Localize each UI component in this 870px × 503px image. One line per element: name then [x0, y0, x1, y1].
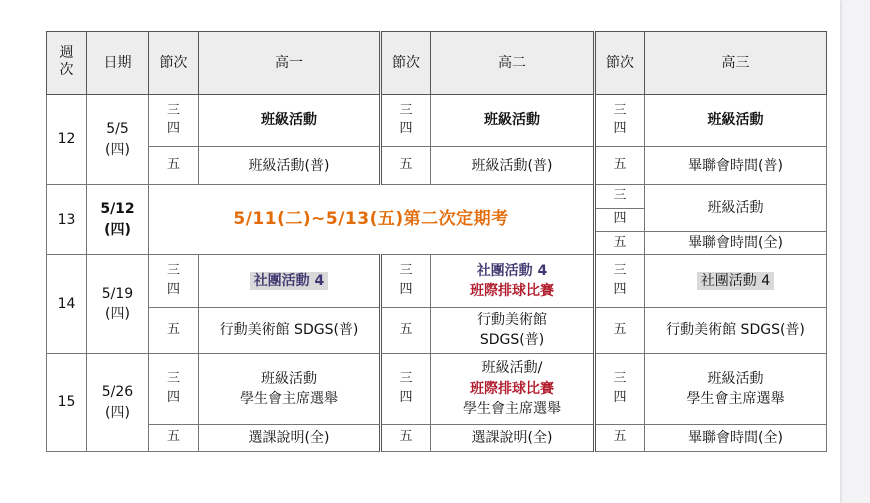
date-value: 5/26	[101, 384, 134, 401]
grade2-activity	[431, 354, 595, 425]
period-cell	[149, 94, 199, 147]
period-5: 五	[381, 147, 431, 185]
period-4: 四	[399, 281, 413, 297]
header-week	[47, 32, 87, 95]
table-row	[47, 255, 827, 308]
table-row	[47, 424, 827, 451]
period-4: 四	[613, 389, 627, 405]
grade2-activity: 班級活動	[431, 94, 595, 147]
period-cell	[381, 354, 431, 425]
period-5: 五	[595, 424, 645, 451]
grade2-activity: 選課說明(全)	[431, 424, 595, 451]
table-row	[47, 354, 827, 425]
date-value: 5/19	[101, 285, 134, 302]
week-cell: 14	[47, 255, 87, 354]
date-cell	[87, 185, 149, 255]
period-4: 四	[166, 121, 180, 137]
grade3-activity	[645, 354, 827, 425]
period-3: 三	[613, 102, 627, 118]
week-cell: 12	[47, 94, 87, 185]
period-5: 五	[381, 307, 431, 353]
grade1-activity	[199, 255, 381, 308]
grade2-activity	[431, 307, 595, 353]
activity-line: 行動美術館	[477, 312, 547, 329]
period-4: 四	[399, 121, 413, 137]
activity-schedule-table	[46, 31, 827, 452]
period-4: 四	[166, 389, 180, 405]
grade1-activity: 班級活動(普)	[199, 147, 381, 185]
period-3: 三	[166, 371, 180, 387]
period-5: 五	[595, 231, 645, 254]
period-cell	[595, 94, 645, 147]
club-activity-label: 社團活動 4	[476, 262, 548, 279]
week-cell: 13	[47, 185, 87, 255]
activity-line: 學生會主席選舉	[686, 390, 785, 407]
period-4: 四	[399, 389, 413, 405]
period-cell	[381, 255, 431, 308]
period-5: 五	[595, 147, 645, 185]
date-cell	[87, 354, 149, 452]
table-row	[47, 94, 827, 147]
period-3: 三	[613, 371, 627, 387]
period-cell	[149, 255, 199, 308]
period-3: 三	[613, 263, 627, 279]
period-cell	[149, 354, 199, 425]
activity-line: 班級活動	[707, 370, 764, 387]
header-period-3: 節次	[595, 32, 645, 95]
table-row	[47, 147, 827, 185]
header-grade3: 高三	[645, 32, 827, 95]
grade3-activity: 畢聯會時間(全)	[645, 424, 827, 451]
header-period-1: 節次	[149, 32, 199, 95]
period-5: 五	[381, 424, 431, 451]
period-3: 三	[166, 102, 180, 118]
period-3: 三	[399, 371, 413, 387]
club-activity-label: 社團活動 4	[250, 272, 329, 290]
volleyball-match-label: 班際排球比賽	[470, 282, 554, 299]
period-5: 五	[149, 307, 199, 353]
day-value: (四)	[104, 221, 131, 238]
grade3-activity: 班級活動	[645, 185, 827, 231]
grade1-activity	[199, 354, 381, 425]
exam-notice	[149, 185, 595, 255]
activity-line: 學生會主席選舉	[240, 390, 338, 407]
activity-line: 學生會主席選舉	[463, 401, 561, 418]
table-row	[47, 185, 827, 208]
period-5: 五	[149, 424, 199, 451]
period-4: 四	[595, 208, 645, 231]
activity-line: SDGS(普)	[479, 332, 545, 349]
volleyball-match-label: 班際排球比賽	[470, 380, 554, 397]
period-3: 三	[399, 263, 413, 279]
period-cell	[595, 354, 645, 425]
date-value: 5/5	[106, 121, 129, 138]
date-cell	[87, 255, 149, 354]
period-3: 三	[399, 102, 413, 118]
grade2-activity	[431, 255, 595, 308]
header-period-2: 節次	[381, 32, 431, 95]
date-value: 5/12	[100, 201, 135, 218]
period-cell	[595, 255, 645, 308]
activity-line: 班級活動	[261, 370, 317, 387]
grade3-activity: 畢聯會時間(全)	[645, 231, 827, 254]
header-date: 日期	[87, 32, 149, 95]
day-value: (四)	[105, 141, 130, 158]
activity-line: 班級活動/	[481, 360, 543, 377]
club-activity-label: 社團活動 4	[697, 272, 774, 290]
grade2-activity: 班級活動(普)	[431, 147, 595, 185]
period-5: 五	[149, 147, 199, 185]
grade3-activity: 行動美術館 SDGS(普)	[645, 307, 827, 353]
period-3: 三	[166, 263, 180, 279]
grade1-activity: 選課說明(全)	[199, 424, 381, 451]
day-value: (四)	[105, 404, 130, 421]
grade3-activity: 班級活動	[645, 94, 827, 147]
period-cell	[381, 94, 431, 147]
exam-notice-text: 5/11(二)~5/13(五)第二次定期考	[233, 209, 509, 230]
period-4: 四	[613, 281, 627, 297]
grade1-activity: 班級活動	[199, 94, 381, 147]
week-cell: 15	[47, 354, 87, 452]
header-row	[47, 32, 827, 95]
grade3-activity	[645, 255, 827, 308]
period-4: 四	[613, 121, 627, 137]
header-grade1: 高一	[199, 32, 381, 95]
period-3: 三	[595, 185, 645, 208]
period-4: 四	[166, 281, 180, 297]
header-grade2: 高二	[431, 32, 595, 95]
grade1-activity: 行動美術館 SDGS(普)	[199, 307, 381, 353]
day-value: (四)	[105, 306, 130, 323]
table-row	[47, 307, 827, 353]
header-week-label: 週次	[59, 44, 74, 79]
grade3-activity: 畢聯會時間(普)	[645, 147, 827, 185]
date-cell	[87, 94, 149, 185]
period-5: 五	[595, 307, 645, 353]
